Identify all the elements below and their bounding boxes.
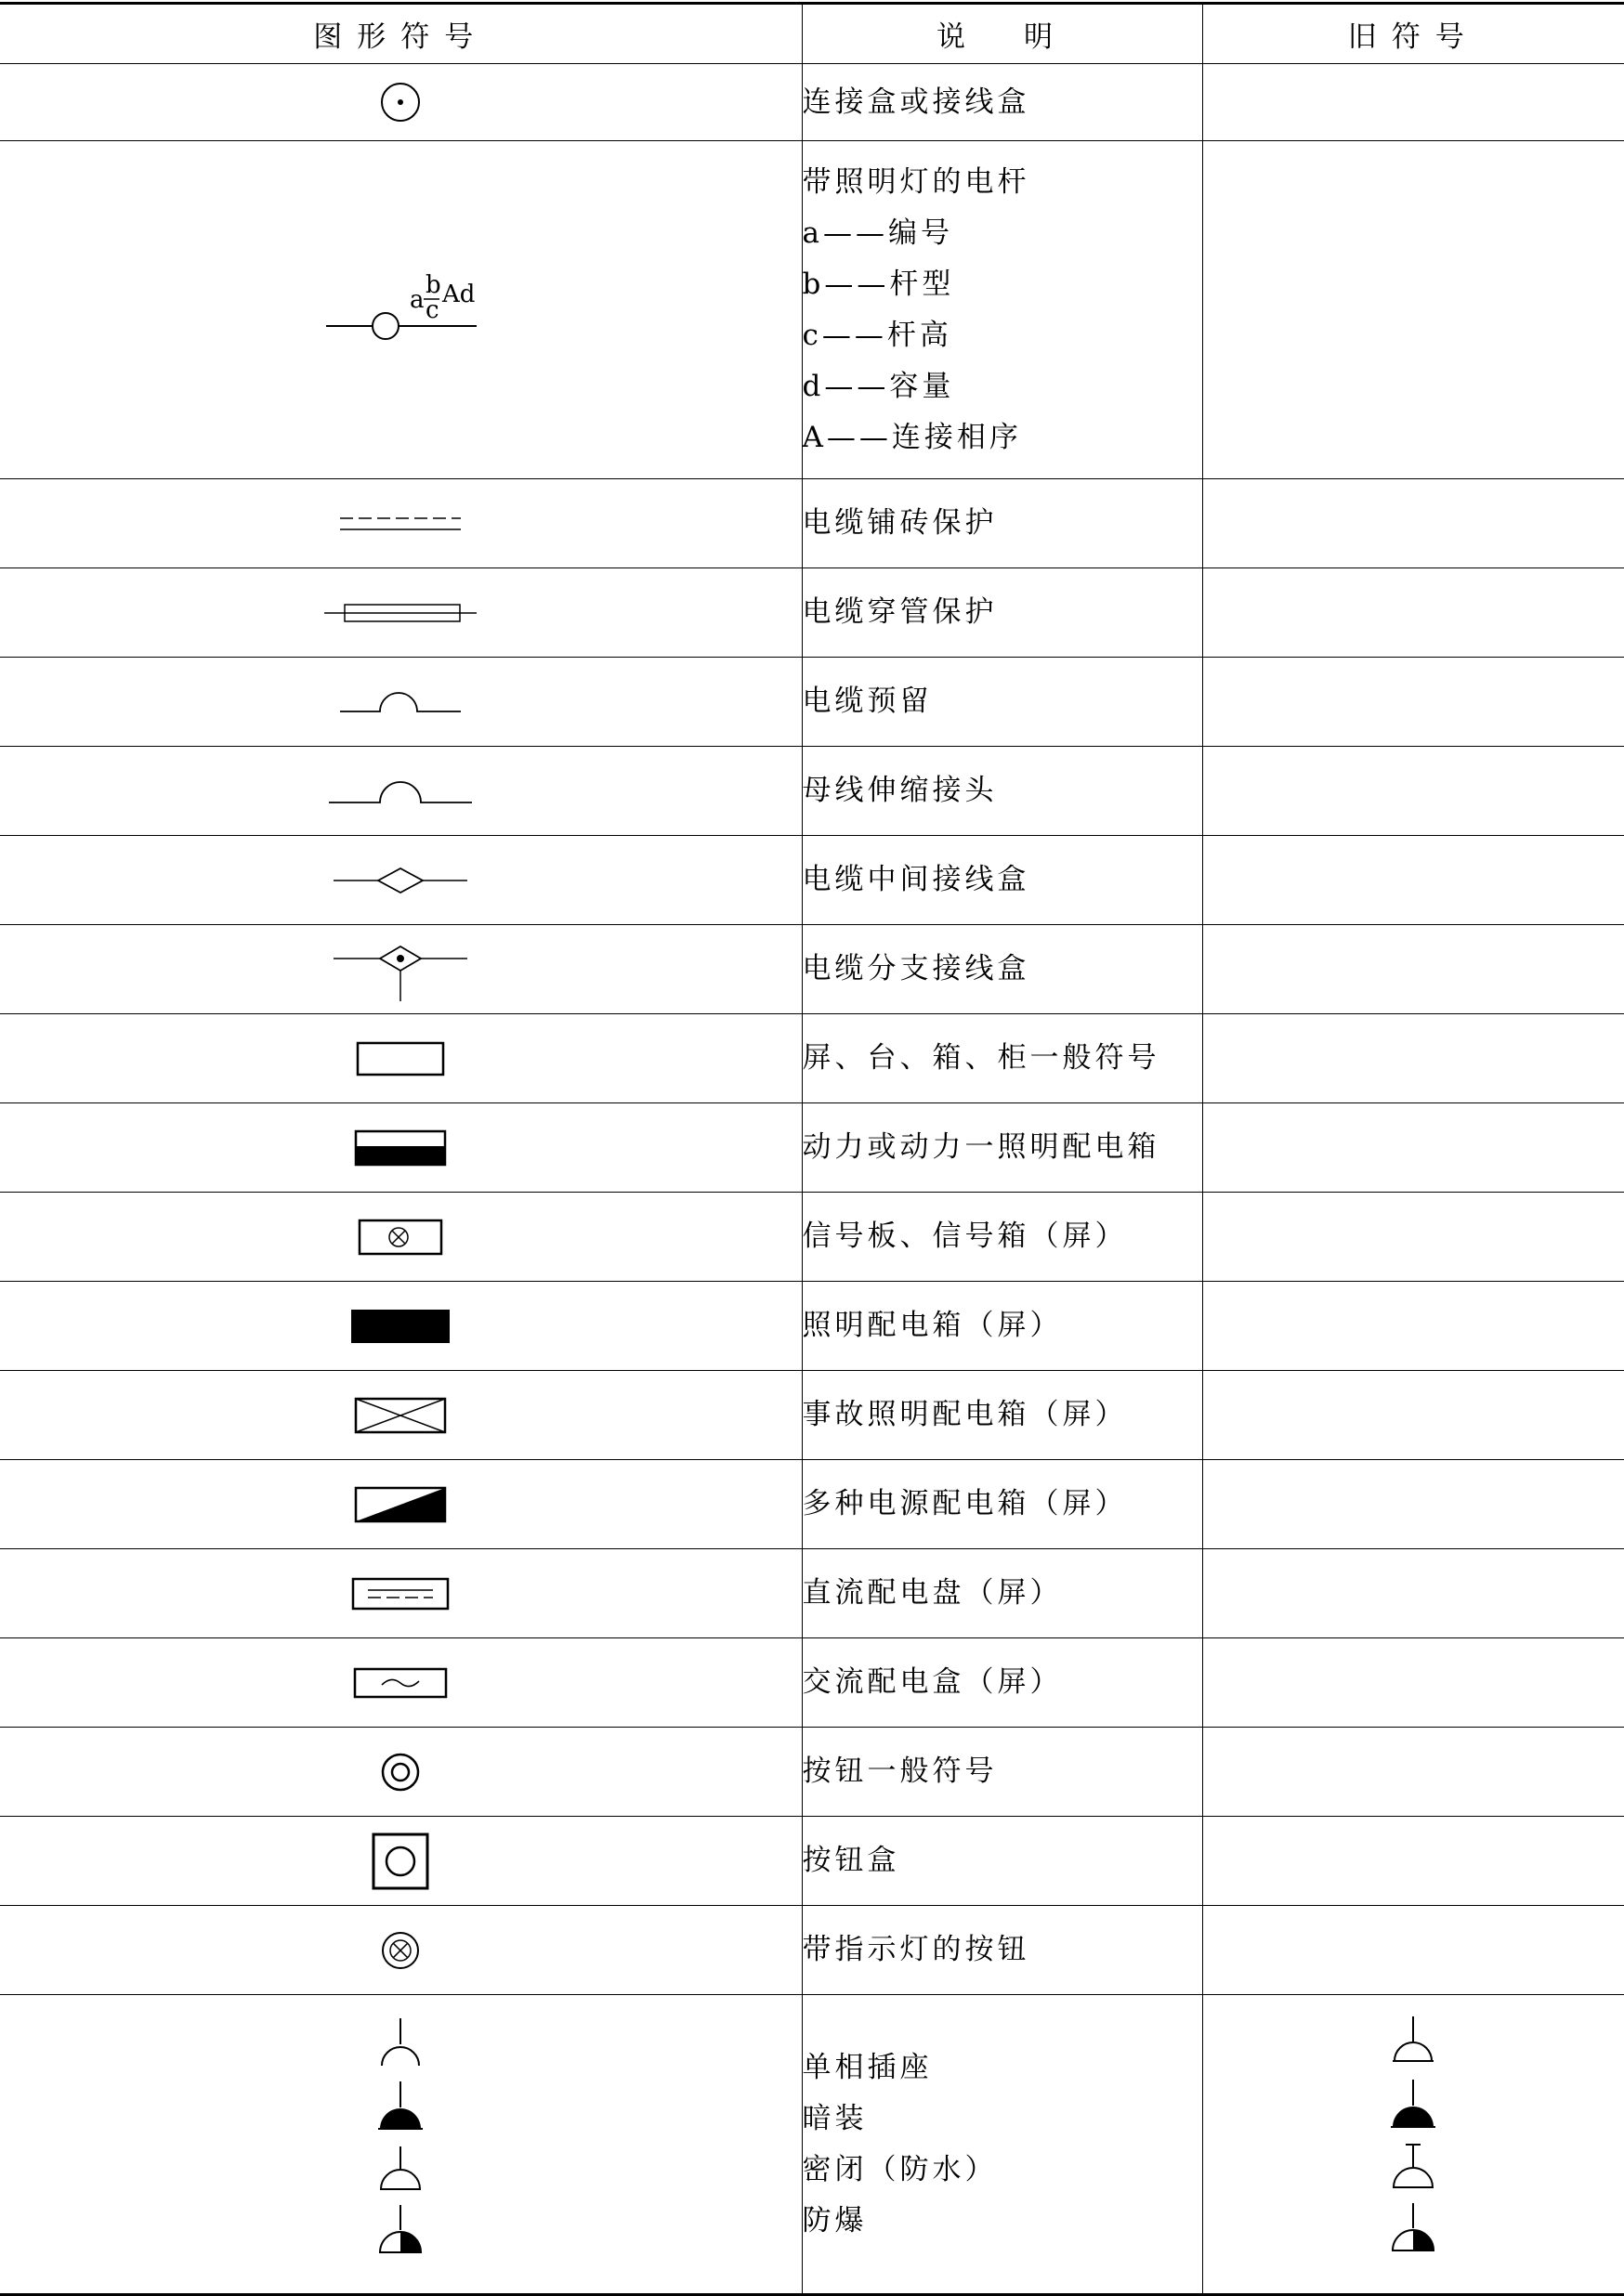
old-symbol-cell [1202,141,1624,479]
explosion-proof-socket-icon [380,2205,421,2252]
description-cell [802,1014,1202,1103]
old-symbol-cell [1202,836,1624,925]
description-text: 母线伸缩接头 [802,774,998,807]
symbol-cell [0,1371,802,1460]
description-text: 带指示灯的按钮 [802,1933,1030,1966]
table-row [0,1371,1624,1460]
symbol-cell [0,747,802,836]
symbol-cell [0,1906,802,1995]
symbol-cell [0,568,802,658]
description-text: 屏、台、箱、柜一般符号 [802,1041,1160,1075]
symbol-cell [0,141,802,479]
button-with-indicator-icon [378,1928,423,1973]
old-symbol-cell [1202,747,1624,836]
old-symbol-cell [1202,479,1624,568]
symbol-cell [0,1995,802,2295]
description-cell [802,1103,1202,1193]
power-distribution-box-icon [352,1128,449,1168]
description-cell [802,1728,1202,1817]
pole-with-light-icon [317,268,484,352]
table-row [0,141,1624,479]
table-row [0,64,1624,141]
old-symbol-cell [1202,64,1624,141]
table-row [0,1995,1624,2295]
symbol-cell [0,925,802,1014]
signal-board-icon [356,1217,445,1258]
symbol-cell [0,1638,802,1728]
old-symbol-cell [1202,1817,1624,1906]
pole-label-a: a [410,285,425,314]
description-text: 交流配电盒（屏） [802,1665,1063,1699]
table-row [0,479,1624,568]
old-symbol-cell [1202,1014,1624,1103]
description-cell [802,1995,1202,2295]
description-text: 信号板、信号箱（屏） [802,1220,1128,1253]
symbol-cell [0,1460,802,1549]
old-symbol-cell [1202,1193,1624,1282]
table-row [0,1906,1624,1995]
emergency-lighting-box-icon [352,1395,449,1436]
description-text: 按钮盒 [802,1844,900,1877]
old-socket-icon [1393,2016,1434,2061]
old-symbol-cell [1202,658,1624,747]
table-row [0,1282,1624,1371]
description-cell [802,1460,1202,1549]
header-symbol: 图形符号 [0,4,802,64]
description-line: 密闭（防水） [802,2152,998,2186]
table-row [0,658,1624,747]
lighting-distribution-box-icon [349,1308,452,1345]
description-line: 防爆 [802,2203,868,2237]
description-text: 电缆穿管保护 [802,595,998,629]
description-cell [802,1906,1202,1995]
symbol-cell [0,1728,802,1817]
old-concealed-socket-icon [1391,2080,1435,2127]
header-description: 说 明 [802,4,1202,64]
description-cell [802,1817,1202,1906]
symbol-cell [0,1193,802,1282]
description-cell [802,64,1202,141]
description-text: 带照明灯的电杆 [802,164,1030,199]
symbol-cell [0,836,802,925]
dc-distribution-panel-icon [349,1575,452,1612]
description-cell [802,658,1202,747]
table-header-row [0,4,1624,64]
description-line: a——编号 [802,215,953,250]
old-symbol-cell [1202,1728,1624,1817]
symbol-cell [0,1817,802,1906]
table-row [0,1817,1624,1906]
old-sealed-socket-icon [1394,2145,1433,2187]
description-text: 电缆预留 [802,685,933,718]
description-line: c——杆高 [802,318,952,352]
description-line: A——连接相序 [802,420,1022,454]
description-line: d——容量 [802,369,955,403]
description-text: 按钮一般符号 [802,1755,998,1788]
description-text: 动力或动力一照明配电箱 [802,1130,1160,1164]
button-box-icon [370,1831,431,1892]
cable-intermediate-junction-icon [326,862,475,899]
multi-source-box-icon [352,1484,449,1525]
description-cell [802,1371,1202,1460]
description-text: 电缆铺砖保护 [802,506,998,540]
table-row [0,1103,1624,1193]
table-row [0,1638,1624,1728]
description-text: 多种电源配电箱（屏） [802,1487,1128,1520]
description-text: 照明配电箱（屏） [802,1309,1063,1342]
old-symbol-cell [1202,568,1624,658]
cable-branch-junction-icon [326,934,475,1005]
old-symbol-cell [1202,1103,1624,1193]
symbol-table [0,2,1624,2296]
old-single-phase-socket-icons [1381,2013,1446,2273]
description-line: 单相插座 [802,2050,933,2084]
description-text: 事故照明配电箱（屏） [802,1398,1128,1431]
symbol-cell [0,1014,802,1103]
description-cell [802,925,1202,1014]
old-symbol-cell [1202,1549,1624,1638]
socket-icon [382,2018,419,2066]
table-row [0,747,1624,836]
symbol-cell [0,1103,802,1193]
concealed-socket-icon [378,2081,423,2129]
table-row [0,1728,1624,1817]
button-general-icon [378,1750,423,1794]
old-symbol-cell [1202,925,1624,1014]
description-text: 电缆中间接线盒 [802,863,1030,896]
description-cell [802,1638,1202,1728]
sealed-socket-icon [381,2146,420,2189]
pole-label-b: b [426,270,441,299]
symbol-cell [0,479,802,568]
symbol-cell [0,1282,802,1371]
description-cell [802,747,1202,836]
old-symbol-cell [1202,1638,1624,1728]
table-row [0,1193,1624,1282]
symbol-cell [0,1549,802,1638]
header-old-symbol: 旧符号 [1202,4,1624,64]
description-line: 暗装 [802,2101,868,2135]
description-text: 电缆分支接线盒 [802,952,1030,985]
description-cell [802,1549,1202,1638]
description-cell [802,1193,1202,1282]
cable-brick-protection-icon [331,505,470,542]
table-row [0,836,1624,925]
single-phase-socket-icons [368,2015,433,2275]
description-text: 直流配电盘（屏） [802,1576,1063,1610]
old-symbol-cell [1202,1995,1624,2295]
old-symbol-cell [1202,1460,1624,1549]
junction-box-icon [373,74,428,130]
table-row [0,1014,1624,1103]
description-text: 连接盒或接线盒 [802,85,1030,119]
description-cell [802,836,1202,925]
description-cell [802,1282,1202,1371]
symbol-cell [0,658,802,747]
panel-general-icon [354,1039,447,1078]
old-symbol-cell [1202,1371,1624,1460]
table-row [0,1549,1624,1638]
cable-reserve-icon [331,684,470,721]
old-symbol-cell [1202,1282,1624,1371]
table-row [0,1460,1624,1549]
description-cell [802,568,1202,658]
cable-conduit-protection-icon [317,594,484,632]
table-row [0,568,1624,658]
ac-distribution-box-icon [351,1665,450,1701]
pole-label-suffix: Ad [442,280,476,308]
old-symbol-cell [1202,1906,1624,1995]
description-line: b——杆型 [802,267,955,301]
table-row [0,925,1624,1014]
description-cell [802,479,1202,568]
old-explosion-proof-socket-icon [1393,2203,1434,2250]
symbol-cell [0,64,802,141]
description-cell [802,141,1202,479]
pole-label-c: c [426,295,439,324]
busbar-expansion-joint-icon [321,773,479,810]
